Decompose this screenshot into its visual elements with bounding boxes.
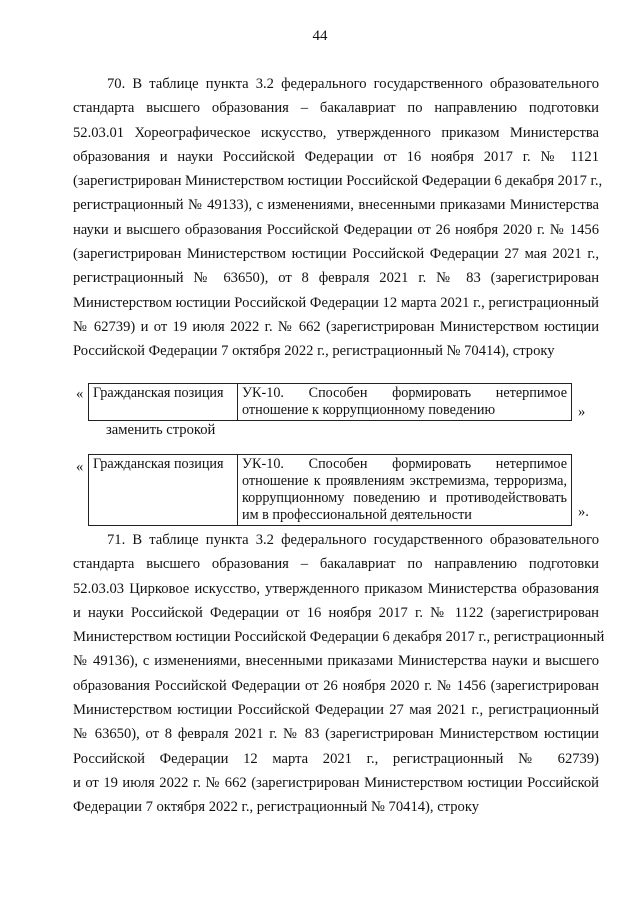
old-row-table [88,383,572,421]
item-71-line: № 49136), с изменениями, внесенными приказами Министерства науки и высшего [73,653,599,670]
item-70-line: № 62739) и от 19 июля 2022 г. № 662 (зарегистрирован Министерством юстиции [73,318,599,335]
description-line: УК-10. Способен формировать нетерпимое [242,385,567,401]
close-quote: ». [578,504,589,520]
item-71-line: Министерством юстиции Российской Федерации 6 декабря 2017 г., регистрационный [73,629,605,646]
item-70-line: Министерством юстиции Российской Федерации 12 марта 2021 г., регистрационный [73,294,599,311]
item-71-line: Министерством юстиции Российской Федерации 27 мая 2021 г., регистрационный [73,702,599,719]
item-70-line: (зарегистрирован Министерством юстиции Российской Федерации 27 мая 2021 г., [73,246,599,263]
item-70-line: регистрационный № 49133), с изменениями, внесенными приказами Министерства [73,197,599,214]
item-70-line: регистрационный № 63650), от 8 февраля 2021 г. № 83 (зарегистрирован [73,270,599,287]
item-71-line: 71. В таблице пункта 3.2 федерального государственного образовательного [107,532,599,548]
item-71-line: и от 19 июля 2022 г. № 662 (зарегистрирован Министерством юстиции Российской [73,774,599,791]
item-71-line: стандарта высшего образования – бакалавриат по направлению подготовки [73,556,599,573]
item-71-line: образования Российской Федерации от 26 ноября 2020 г. № 1456 (зарегистрирован [73,677,599,694]
item-71-paragraph [73,528,605,820]
table-row [89,455,572,526]
item-71-line: и науки Российской Федерации от 16 ноября 2017 г. № 1122 (зарегистрирован [73,604,599,621]
description-line: отношение к проявлениям экстремизма, терроризма, [242,473,567,489]
description-line: коррупционному поведению и противодействовать [242,490,567,506]
description-line: им в профессиональной деятельности [242,507,472,523]
competency-description-cell [238,455,572,526]
competency-name-cell: Гражданская позиция [89,384,238,421]
item-70-paragraph [73,72,603,364]
description-line: УК-10. Способен формировать нетерпимое [242,456,567,472]
replace-note: заменить строкой [106,422,216,438]
item-71-line: Федерации 7 октября 2022 г., регистрационный № 70414), строку [73,799,480,816]
item-70-line: образования и науки Российской Федерации от 16 ноября 2017 г. № 1121 [73,148,599,165]
close-quote: » [578,404,586,420]
item-70-line: (зарегистрирован Министерством юстиции Российской Федерации 6 декабря 2017 г., [73,173,603,190]
item-71-line: № 63650), от 8 февраля 2021 г. № 83 (зарегистрирован Министерством юстиции [73,726,599,743]
page-number: 44 [312,28,328,44]
competency-name-cell: Гражданская позиция [89,455,238,526]
open-quote: « [76,459,84,475]
competency-description-cell [238,384,572,421]
item-70-line: Российской Федерации 7 октября 2022 г., регистрационный № 70414), строку [73,343,555,360]
item-70-line: науки и высшего образования Российской Федерации от 26 ноября 2020 г. № 1456 [73,221,599,238]
new-row-table [88,454,572,526]
item-71-line: Российской Федерации 12 марта 2021 г., регистрационный № 62739) [73,750,599,767]
item-71-line: 52.03.03 Цирковое искусство, утвержденного приказом Министерства образования [73,580,599,597]
item-70-line: 52.03.01 Хореографическое искусство, утвержденного приказом Министерства [73,124,599,141]
description-line: отношение к коррупционному поведению [242,402,496,418]
table-row [89,384,572,421]
item-70-line: стандарта высшего образования – бакалавриат по направлению подготовки [73,100,599,117]
item-70-line: 70. В таблице пункта 3.2 федерального государственного образовательного [107,76,599,92]
open-quote: « [76,386,84,402]
